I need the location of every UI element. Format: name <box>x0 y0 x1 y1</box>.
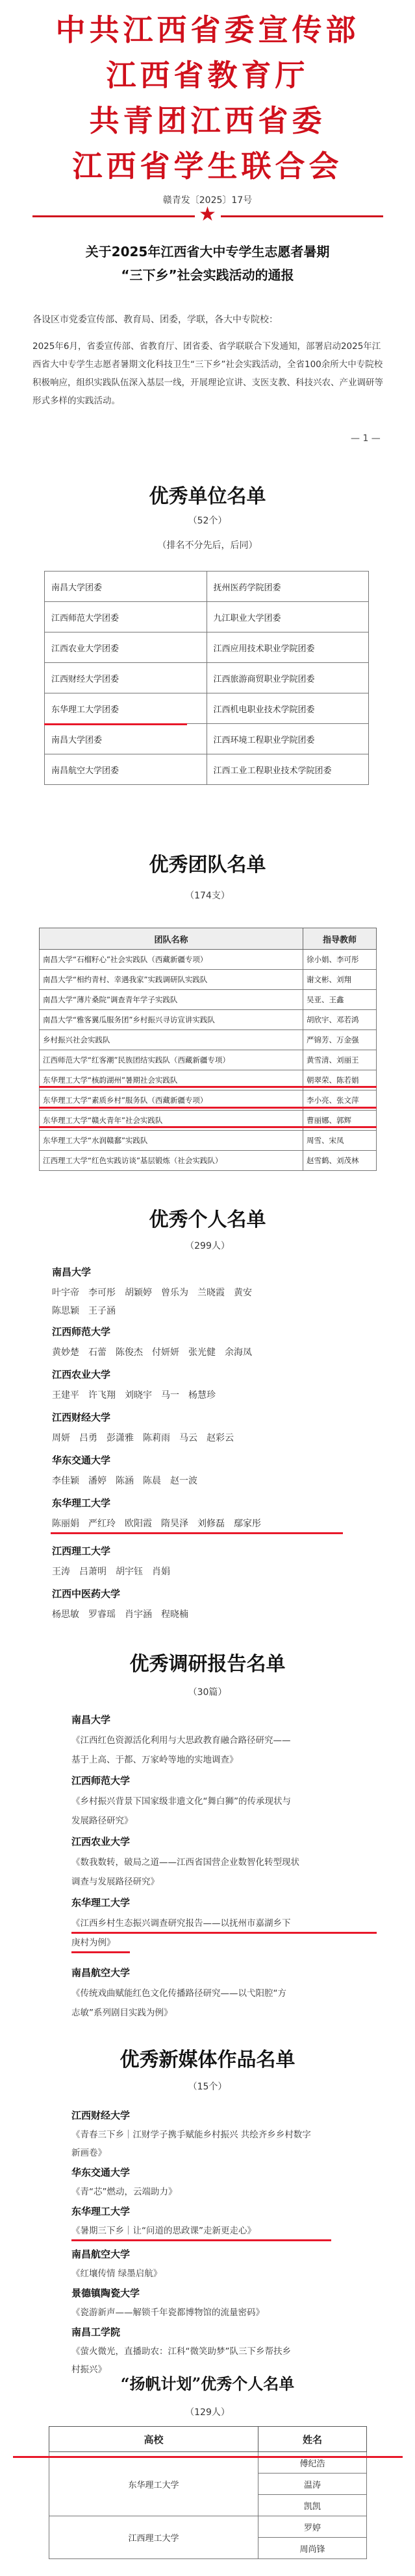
yangfan-section-count: （129人） <box>185 2407 230 2418</box>
highlight-underline <box>71 1951 130 1953</box>
media-section-title: 优秀新媒体作品名单 <box>119 2049 296 2071</box>
team-table <box>39 928 377 1171</box>
media-title: 村振兴》 <box>71 2365 107 2375</box>
school-name: 江西农业大学 <box>52 1369 111 1380</box>
school-name: 江西农业大学 <box>71 1836 131 1848</box>
report-title: 庚村为例》 <box>71 1938 116 1948</box>
table-cell: 江西应用技术职业学院团委 <box>207 632 369 663</box>
school-name: 江西财经大学 <box>71 2110 131 2121</box>
media-title: 新画卷》 <box>71 2148 107 2158</box>
table-cell: 东华理工大学“核韵湖州”暑期社会实践队 <box>40 1070 303 1090</box>
table-cell: 东华理工大学团委 <box>45 693 207 724</box>
report-title: 《江西乡村生态振兴调查研究报告——以抚州市嘉湖乡下 <box>71 1918 291 1929</box>
table-cell: 江西理工大学 <box>49 2516 258 2559</box>
report-title: 《乡村振兴背景下国家级非遗文化“舞白狮”的传承现状与 <box>71 1796 291 1807</box>
table-row <box>40 1010 377 1030</box>
unit-section-title: 优秀单位名单 <box>149 485 266 508</box>
table-cell: 黄雪清、刘丽王 <box>303 1050 377 1070</box>
name-list: 周妍 吕勇 彭潇雅 陈莉雨 马云 赵彩云 <box>52 1433 234 1443</box>
team-section-count: （174支） <box>185 891 230 901</box>
table-cell: 东华理工大学“赣火青年”社会实践队 <box>40 1111 303 1131</box>
highlight-underline <box>39 1126 377 1128</box>
table-cell: 南昌航空大学团委 <box>45 754 207 785</box>
table-cell: 九江职业大学团委 <box>207 602 369 632</box>
table-cell: 赵雪鹤、刘茂林 <box>303 1151 377 1171</box>
table-row <box>40 1050 377 1070</box>
school-name: 华东交通大学 <box>52 1454 111 1466</box>
table-cell: 江西师范大学团委 <box>45 602 207 632</box>
table-cell: 江西财经大学团委 <box>45 663 207 693</box>
yangfan-table <box>49 2426 367 2559</box>
table-cell: 南昌大学“石榴籽心”社会实践队（西藏新疆专项） <box>40 950 303 970</box>
table-row <box>49 2516 367 2538</box>
unit-section-note: （排名不分先后，后同） <box>157 540 258 551</box>
report-title: 发展路径研究》 <box>71 1816 133 1826</box>
media-title: 《暑期三下乡｜让“问道的思政课”走新更走心》 <box>71 2226 256 2236</box>
media-title: 《萤火微光，直播助农：江科“微笑助梦”队三下乡帮扶乡 <box>71 2346 291 2357</box>
highlight-underline <box>13 2456 403 2458</box>
table-cell: 东华理工大学“水润赣鄱”实践队 <box>40 1131 303 1151</box>
school-name: 景德镇陶瓷大学 <box>71 2287 140 2299</box>
school-name: 东华理工大学 <box>71 2206 131 2217</box>
table-row <box>40 1151 377 1171</box>
school-name: 江西中医药大学 <box>52 1588 121 1600</box>
table-cell: 江西工业工程职业技术学院团委 <box>207 754 369 785</box>
notice-title-line2: “三下乡”社会实践活动的通报 <box>121 267 294 283</box>
table-row <box>49 2452 367 2474</box>
table-row <box>45 693 369 724</box>
table-cell: 凯凯 <box>258 2495 367 2516</box>
column-header: 高校 <box>49 2427 258 2452</box>
table-cell: 谢文彬、刘翔 <box>303 970 377 990</box>
table-cell: 南昌大学“薄片桑院”调查青年学子实践队 <box>40 990 303 1010</box>
highlight-underline <box>39 1107 377 1109</box>
school-name: 南昌工学院 <box>71 2326 121 2338</box>
school-name: 南昌大学 <box>71 1714 111 1726</box>
name-list: 叶宇帝 李可彤 胡颖婷 曾乐为 兰晓霞 黄安 <box>52 1288 252 1298</box>
table-cell: 南昌大学“相约青村、幸遇我家”实践调研队实践队 <box>40 970 303 990</box>
unit-section-count: （52个） <box>188 516 227 526</box>
table-row <box>45 724 369 754</box>
header-org-3: 共青团江西省委 <box>89 103 326 138</box>
table-row <box>45 602 369 632</box>
red-divider-left <box>32 215 195 217</box>
report-section-title: 优秀调研报告名单 <box>129 1653 286 1676</box>
table-cell: 徐小娟、李可彤 <box>303 950 377 970</box>
table-row <box>45 572 369 602</box>
table-cell: 江西旅游商贸职业学院团委 <box>207 663 369 693</box>
school-name: 江西财经大学 <box>52 1412 111 1423</box>
table-cell: 傅纪浩 <box>258 2452 367 2474</box>
name-list: 王涛 吕萧明 胡宇钰 肖娟 <box>52 1567 170 1577</box>
report-title: 调查与发展路径研究》 <box>71 1877 159 1887</box>
table-cell: 东华理工大学 <box>49 2452 258 2516</box>
name-list: 王建平 许飞翔 刘晓宇 马一 杨慧珍 <box>52 1390 216 1401</box>
table-cell: 南昌大学团委 <box>45 724 207 754</box>
red-divider-right <box>221 215 383 217</box>
highlight-underline <box>39 1086 377 1088</box>
table-row <box>40 970 377 990</box>
doc-number: 赣青发〔2025〕17号 <box>162 195 253 206</box>
column-header: 姓名 <box>258 2427 367 2452</box>
name-list: 黄妙楚 石蕾 陈俊杰 付妍妍 张光健 余海凤 <box>52 1347 252 1358</box>
table-row <box>45 663 369 693</box>
individual-section-count: （299人） <box>185 1241 230 1251</box>
report-title: 《传统戏曲赋能红色文化传播路径研究——以弋阳腔“方 <box>71 1988 286 1999</box>
highlight-underline <box>44 723 187 725</box>
media-title: 《红壤传情 绿墨启航》 <box>71 2269 162 2279</box>
table-cell: 江西理工大学“红色实践访谈”基层锻炼（社会实践队） <box>40 1151 303 1171</box>
name-list: 陈丽娟 严红玲 欧阳霞 隋昊泽 刘修磊 鄢家彤 <box>52 1519 261 1529</box>
notice-paragraph: 2025年6月，省委宣传部、省教育厅、团省委、省学联联合下发通知，部署启动2025年江西省大中专学生志愿者暑期文化科技卫生“三下乡”社会实践活动，全省100余所大中专院校积极响应，组织实践队伍深入基层一线，开展理论宣讲、支医支教、科技兴农、产业调研等形式多样的实践活动。 <box>32 341 383 406</box>
media-title: 《瓷游新声——解锁千年瓷都博物馆的流量密码》 <box>71 2307 264 2318</box>
school-name: 南昌大学 <box>52 1266 92 1278</box>
table-row <box>40 1030 377 1050</box>
table-row <box>40 990 377 1010</box>
column-header: 指导教师 <box>303 928 377 950</box>
highlight-underline <box>71 1932 377 1934</box>
table-cell: 周尚锋 <box>258 2538 367 2559</box>
table-cell: 朝翠荣、陈若娟 <box>303 1070 377 1090</box>
header-org-4: 江西省学生联合会 <box>72 149 343 184</box>
school-name: 江西师范大学 <box>71 1775 131 1787</box>
name-list: 陈思颖 王子涵 <box>52 1306 116 1316</box>
table-cell: 乡村振兴社会实践队 <box>40 1030 303 1050</box>
table-header-row <box>40 928 377 950</box>
table-row <box>40 950 377 970</box>
school-name: 东华理工大学 <box>71 1897 131 1908</box>
highlight-underline <box>51 1532 343 1534</box>
unit-table <box>44 571 369 785</box>
name-list: 杨思敏 罗睿瑶 肖宇涵 程晓楠 <box>52 1609 188 1620</box>
table-cell: 江西环境工程职业学院团委 <box>207 724 369 754</box>
header-org-1: 中共江西省委宣传部 <box>55 12 360 47</box>
media-title: 《青“芯”燃动，云端助力》 <box>71 2187 177 2197</box>
table-cell: 抚州医药学院团委 <box>207 572 369 602</box>
school-name: 南昌航空大学 <box>71 2248 131 2260</box>
salutation: 各设区市党委宣传部、教育局、团委，学联，各大中专院校： <box>32 315 278 325</box>
table-cell: 东华理工大学“素质乡村”服务队（西藏新疆专项） <box>40 1090 303 1111</box>
media-section-count: （15个） <box>188 2082 227 2092</box>
table-header-row <box>49 2427 367 2452</box>
school-name: 华东交通大学 <box>71 2167 131 2178</box>
table-cell: 温涛 <box>258 2474 367 2495</box>
report-title: 志敏”系列剧目实践为例》 <box>71 2008 173 2018</box>
table-cell: 南昌大学“雅客翼瓜服务团”乡村振兴寻访宣讲实践队 <box>40 1010 303 1030</box>
team-section-title: 优秀团队名单 <box>149 854 266 876</box>
table-row <box>45 754 369 785</box>
individual-section-title: 优秀个人名单 <box>149 1209 266 1231</box>
name-list: 李佳颖 潘婷 陈涵 陈晨 赵一波 <box>52 1476 197 1486</box>
page-number: — 1 — <box>351 433 381 444</box>
table-cell: 胡欣宇、邓若鸿 <box>303 1010 377 1030</box>
table-cell: 江西机电职业技术学院团委 <box>207 693 369 724</box>
table-cell: 南昌大学团委 <box>45 572 207 602</box>
media-title: 《青春三下乡｜江财学子携手赋能乡村振兴 共绘齐乡乡村数字 <box>71 2130 311 2140</box>
table-cell: 严锦芳、万金强 <box>303 1030 377 1050</box>
table-row <box>45 632 369 663</box>
table-cell: 周雪、宋凤 <box>303 1131 377 1151</box>
table-cell: 吴亚、王鑫 <box>303 990 377 1010</box>
table-cell: 曹丽娜、郭辉 <box>303 1111 377 1131</box>
column-header: 团队名称 <box>40 928 303 950</box>
yangfan-section-title: “扬帆计划”优秀个人名单 <box>120 2374 295 2393</box>
report-title: 《江西红色资源活化利用与大思政教育融合路径研究—— <box>71 1735 291 1746</box>
star-icon: ★ <box>199 203 216 226</box>
highlight-underline <box>71 2239 331 2241</box>
notice-title-line1: 关于2025年江西省大中专学生志愿者暑期 <box>85 244 330 259</box>
school-name: 江西师范大学 <box>52 1326 111 1338</box>
school-name: 南昌航空大学 <box>71 1967 131 1979</box>
school-name: 东华理工大学 <box>52 1497 111 1509</box>
table-cell: 李小亮、张文萍 <box>303 1090 377 1111</box>
table-cell: 罗婷 <box>258 2516 367 2538</box>
table-row <box>40 1131 377 1151</box>
report-title: 基于上高、于都、万家岭等地的实地调查》 <box>71 1755 238 1765</box>
table-cell: 江西师范大学“红客潮”民族团结实践队（西藏新疆专项） <box>40 1050 303 1070</box>
table-cell: 江西农业大学团委 <box>45 632 207 663</box>
school-name: 江西理工大学 <box>52 1545 111 1557</box>
report-title: 《数我数转，破局之道——江西省国营企业数智化转型现状 <box>71 1857 299 1868</box>
report-section-count: （30篇） <box>188 1687 227 1698</box>
header-org-2: 江西省教育厅 <box>106 58 309 93</box>
